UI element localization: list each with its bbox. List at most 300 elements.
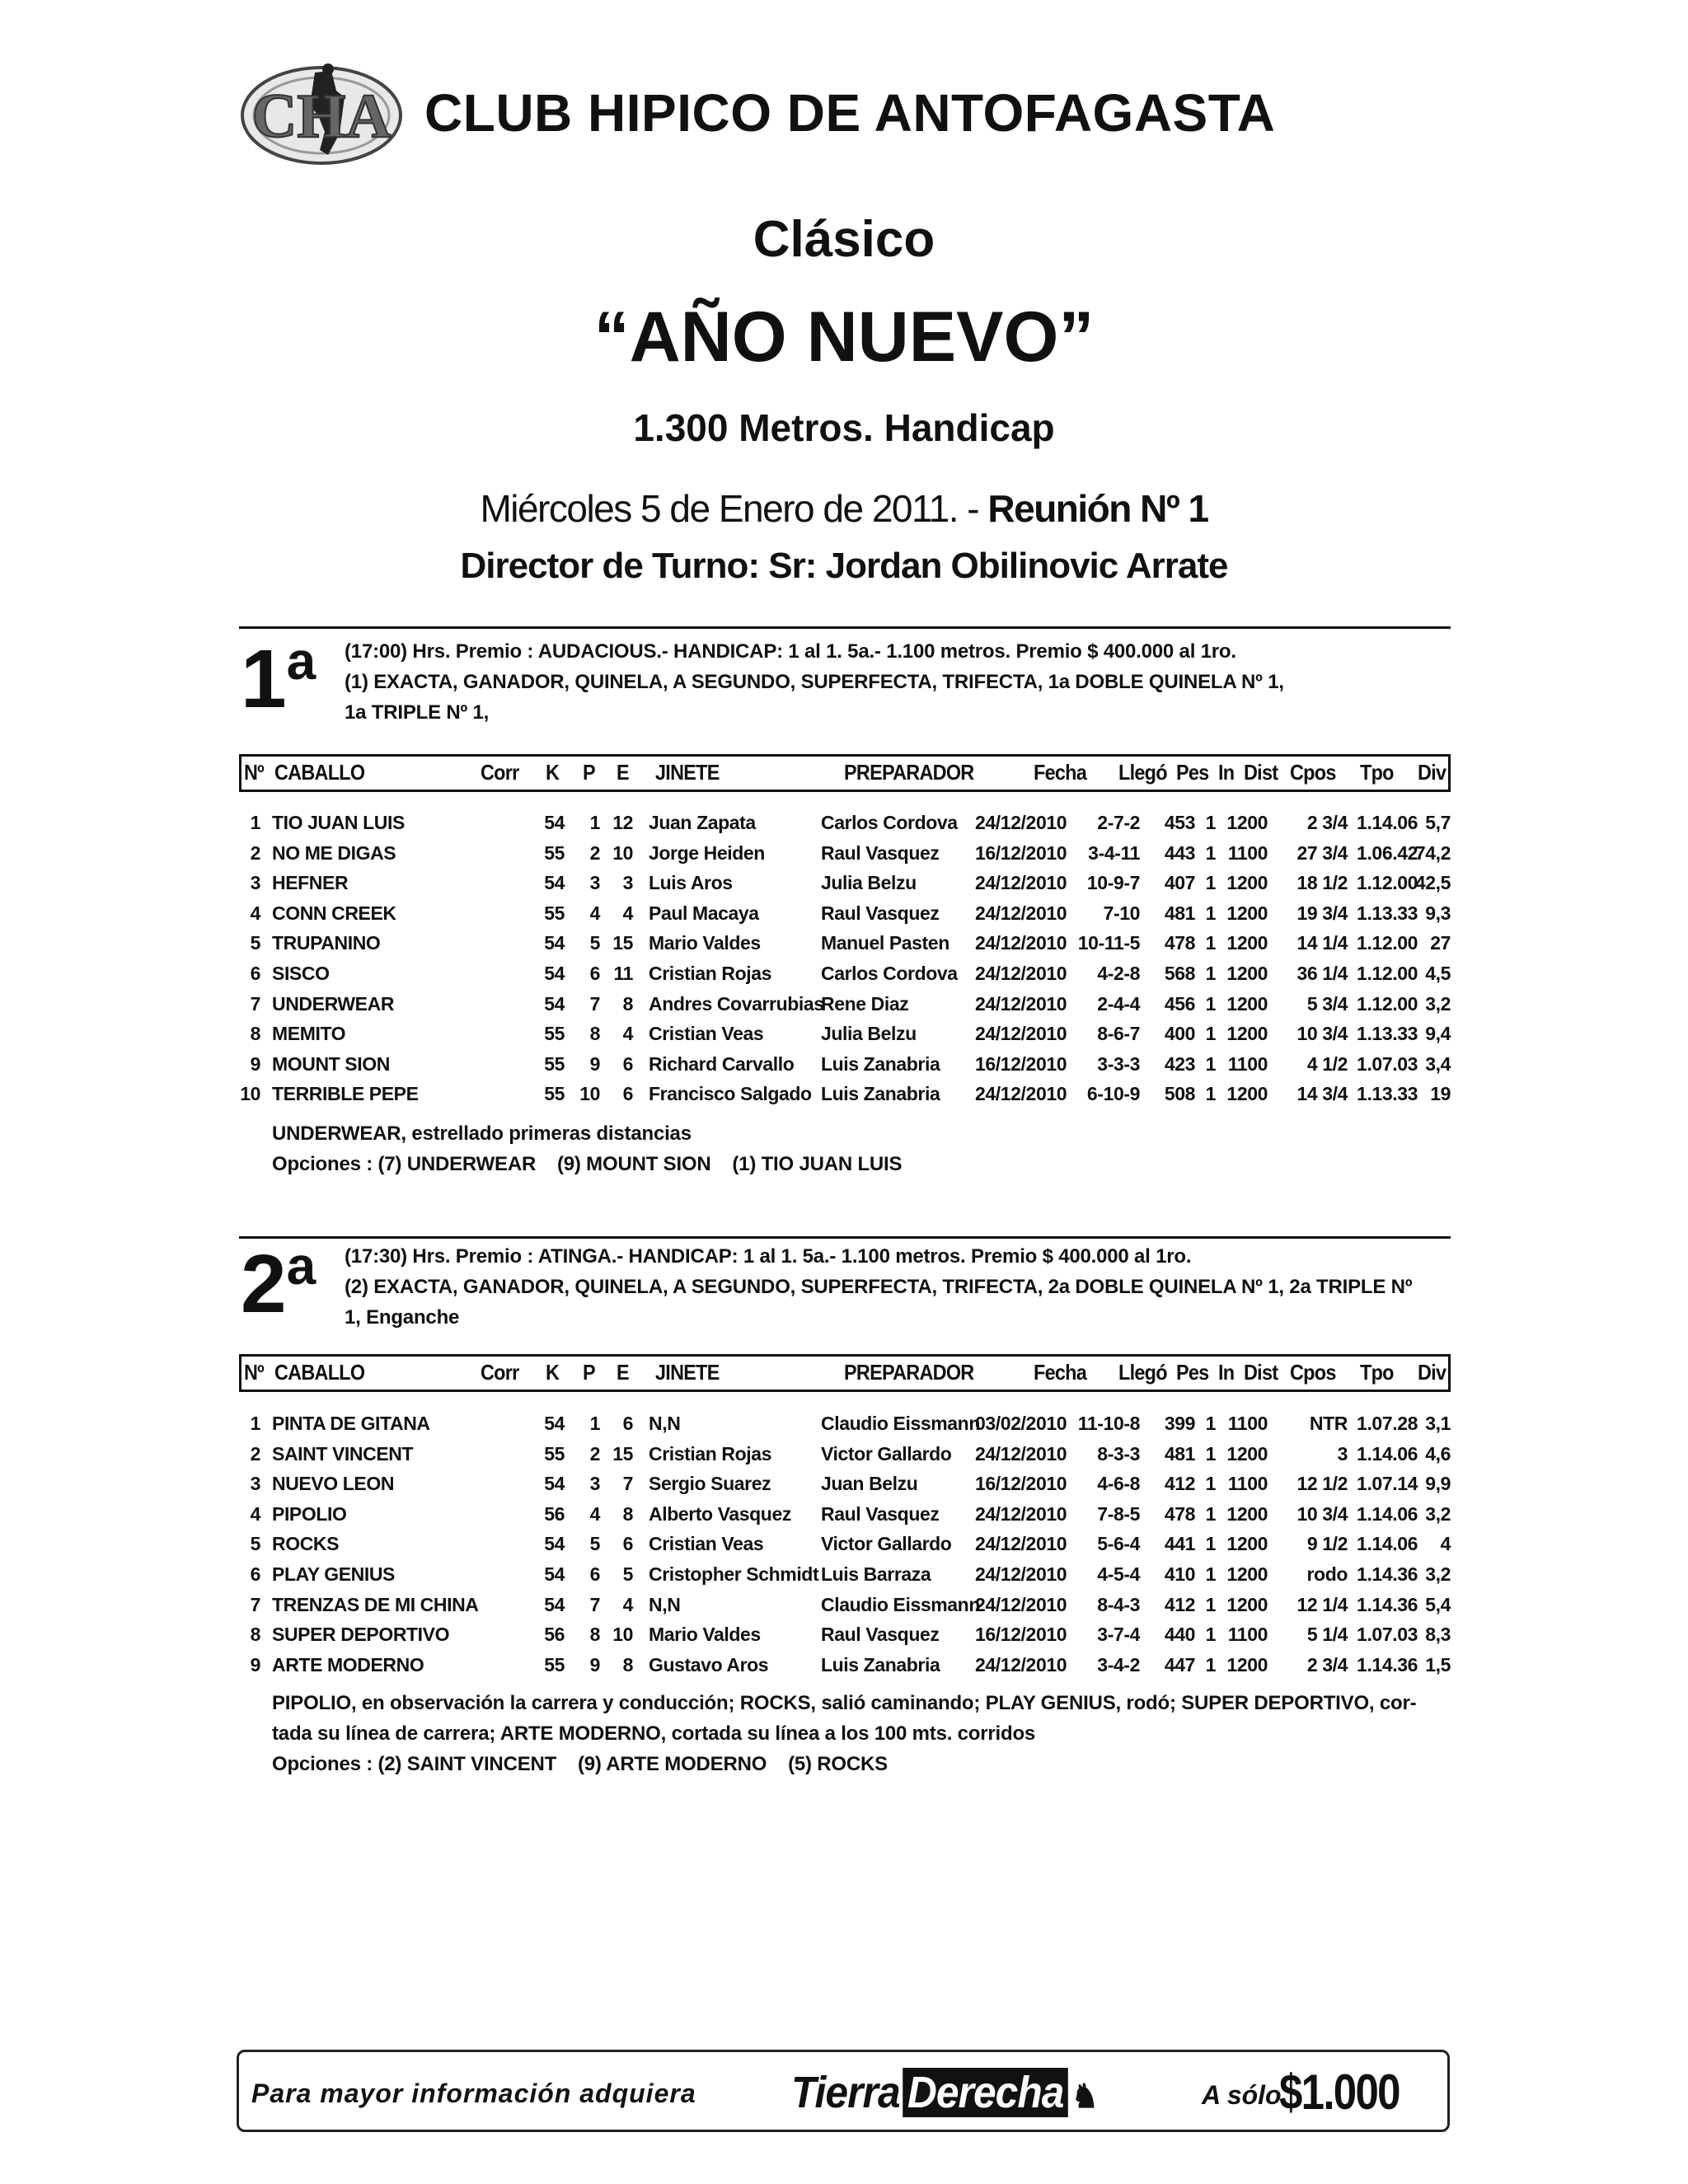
cell-lengths: 10 3/4 <box>1296 1502 1348 1525</box>
cell-placings: 4-2-8 <box>1097 963 1140 984</box>
cell-time: 1.12.00 <box>1357 872 1418 894</box>
cell-dividend: 4,5 <box>1425 963 1451 984</box>
cell-jockey: Mario Valdes <box>649 932 761 954</box>
cell-time: 1.13.33 <box>1357 1023 1418 1045</box>
table-row <box>0 1533 1688 1563</box>
race-name-title: “AÑO NUEVO” <box>593 298 1095 377</box>
cell-jockey: Juan Zapata <box>649 812 756 833</box>
column-header: K <box>546 760 560 785</box>
column-header: Nº <box>244 1360 265 1385</box>
cell-body-weight: 481 <box>1164 902 1195 924</box>
cell-placings: 10-9-7 <box>1086 872 1140 894</box>
cell-placings: 8-6-7 <box>1097 1023 1140 1045</box>
cell-time: 1.12.00 <box>1357 932 1418 954</box>
cell-num: 6 <box>250 1563 260 1585</box>
race-2-number: 2$^a$ <box>241 1236 316 1330</box>
cell-jockey: N,N <box>649 1593 681 1615</box>
cell-jockey: Luis Aros <box>649 872 733 894</box>
cell-placings: 8-3-3 <box>1097 1442 1140 1465</box>
cell-weight: 55 <box>544 902 565 924</box>
cell-post: 6 <box>589 963 600 984</box>
cell-post: 7 <box>589 992 600 1015</box>
column-header: Div <box>1418 1360 1447 1385</box>
cell-dividend: 74,2 <box>1414 841 1451 864</box>
cell-horse: TRENZAS DE MI CHINA <box>272 1593 479 1615</box>
cell-in: 1 <box>1205 932 1216 954</box>
cell-num: 3 <box>250 1473 260 1495</box>
cell-lengths: 14 1/4 <box>1296 932 1348 954</box>
cell-time: 1.12.00 <box>1357 963 1418 984</box>
cell-post: 7 <box>589 1593 600 1615</box>
cell-time: 1.13.33 <box>1357 902 1418 924</box>
column-header: In <box>1218 1360 1235 1385</box>
cell-post: 9 <box>589 1653 600 1675</box>
cell-time: 1.06.42 <box>1357 841 1418 864</box>
race-1-info-line: (17:00) Hrs. Premio : AUDACIOUS.- HANDICAP: 1 al 1. 5a.- 1.100 metros. Premio $ 400.000 al 1ro. <box>345 640 1236 663</box>
cell-placings: 6-10-9 <box>1086 1083 1140 1105</box>
race-1-info-line: 1a TRIPLE Nº 1, <box>345 701 490 724</box>
cell-lengths: 12 1/2 <box>1296 1473 1348 1495</box>
cell-post: 6 <box>589 1563 600 1585</box>
cell-horse: MOUNT SION <box>272 1052 390 1075</box>
column-header: Dist <box>1244 1360 1278 1385</box>
cell-horse: CONN CREEK <box>272 902 396 924</box>
cell-lengths: 36 1/4 <box>1296 963 1348 984</box>
column-header: P <box>583 1360 595 1385</box>
cell-trainer: Luis Zanabria <box>821 1083 940 1105</box>
cell-distance: 1100 <box>1227 1413 1268 1434</box>
cell-weight: 54 <box>544 812 565 833</box>
cell-date: 24/12/2010 <box>975 1442 1067 1465</box>
cell-num: 4 <box>250 902 260 924</box>
cell-e: 3 <box>622 872 633 894</box>
cell-in: 1 <box>1205 1563 1216 1585</box>
race-2-info <box>345 1241 1449 1333</box>
column-header: Nº <box>244 760 265 785</box>
cell-placings: 7-8-5 <box>1097 1502 1140 1525</box>
cell-post: 8 <box>589 1624 600 1646</box>
cell-placings: 2-7-2 <box>1097 812 1140 833</box>
cell-post: 9 <box>589 1052 600 1075</box>
footer-price-prefix: A sólo <box>1202 2080 1282 2110</box>
cell-post: 3 <box>589 872 600 894</box>
cell-horse: MEMITO <box>272 1023 346 1045</box>
cell-time: 1.07.03 <box>1357 1052 1418 1075</box>
cell-jockey: Cristian Veas <box>649 1533 764 1555</box>
date-text: Miércoles 5 de Enero de 2011. - <box>480 487 979 530</box>
column-header: E <box>617 760 629 785</box>
column-header: PREPARADOR <box>844 1360 974 1385</box>
cell-dividend: 4,6 <box>1425 1442 1451 1465</box>
cell-horse: HEFNER <box>272 872 349 894</box>
column-header: PREPARADOR <box>844 760 974 785</box>
cell-time: 1.14.06 <box>1357 1502 1418 1525</box>
column-header: K <box>546 1360 560 1385</box>
cell-distance: 1200 <box>1226 902 1268 924</box>
column-header: Fecha <box>1034 1360 1087 1385</box>
cell-post: 3 <box>589 1473 600 1495</box>
cell-weight: 54 <box>544 1533 565 1555</box>
cell-in: 1 <box>1205 1653 1216 1675</box>
column-header: Pes <box>1176 1360 1209 1385</box>
race-1-notes <box>272 1118 902 1179</box>
cell-body-weight: 412 <box>1164 1593 1195 1615</box>
cell-e: 11 <box>613 963 633 984</box>
cell-e: 6 <box>622 1413 633 1434</box>
cell-lengths: 27 3/4 <box>1296 841 1348 864</box>
cell-weight: 55 <box>544 1653 565 1675</box>
cell-time: 1.07.14 <box>1357 1473 1418 1495</box>
cell-time: 1.14.36 <box>1357 1593 1418 1615</box>
cell-distance: 1200 <box>1226 1653 1268 1675</box>
cell-body-weight: 443 <box>1164 841 1195 864</box>
cell-date: 24/12/2010 <box>975 902 1067 924</box>
cell-date: 24/12/2010 <box>975 1502 1067 1525</box>
cell-in: 1 <box>1205 1593 1216 1615</box>
column-header: Fecha <box>1034 760 1087 785</box>
date-line <box>0 486 1688 531</box>
cell-jockey: Cristian Rojas <box>649 963 772 984</box>
table-row <box>0 842 1688 873</box>
cell-e: 10 <box>612 1624 633 1646</box>
cell-date: 03/02/2010 <box>975 1413 1067 1434</box>
table-row <box>0 1503 1688 1534</box>
cell-num: 7 <box>250 1593 260 1615</box>
cell-trainer: Manuel Pasten <box>821 932 950 954</box>
cell-weight: 56 <box>544 1624 565 1646</box>
cell-e: 6 <box>622 1083 633 1105</box>
cell-e: 10 <box>612 841 633 864</box>
cell-in: 1 <box>1205 1624 1216 1646</box>
cell-time: 1.14.06 <box>1357 1442 1418 1465</box>
cell-weight: 55 <box>544 1083 565 1105</box>
club-logo <box>239 58 404 169</box>
cell-lengths: 12 1/4 <box>1296 1593 1348 1615</box>
cell-body-weight: 508 <box>1164 1083 1195 1105</box>
cell-date: 24/12/2010 <box>975 1653 1067 1675</box>
cell-e: 5 <box>622 1563 633 1585</box>
cell-time: 1.07.28 <box>1357 1413 1418 1434</box>
cell-weight: 54 <box>544 1413 565 1434</box>
cell-jockey: Cristian Rojas <box>649 1442 772 1465</box>
table-row <box>0 812 1688 842</box>
cell-e: 6 <box>622 1533 633 1555</box>
cell-num: 5 <box>250 1533 260 1555</box>
cell-placings: 3-7-4 <box>1097 1624 1140 1646</box>
cell-jockey: Gustavo Aros <box>649 1653 769 1675</box>
cell-trainer: Rene Diaz <box>821 992 909 1015</box>
cell-trainer: Luis Zanabria <box>821 1052 940 1075</box>
cell-trainer: Julia Belzu <box>821 872 917 894</box>
cell-e: 8 <box>622 992 633 1015</box>
cell-placings: 11-10-8 <box>1077 1413 1140 1434</box>
cell-post: 10 <box>579 1083 600 1105</box>
cell-dividend: 9,4 <box>1425 1023 1451 1045</box>
cell-trainer: Raul Vasquez <box>821 902 940 924</box>
cell-num: 8 <box>250 1624 260 1646</box>
cell-lengths: 4 1/2 <box>1306 1052 1348 1075</box>
cell-trainer: Victor Gallardo <box>821 1533 952 1555</box>
cell-distance: 1100 <box>1227 1052 1268 1075</box>
cell-post: 2 <box>589 1442 600 1465</box>
cell-distance: 1100 <box>1227 1473 1268 1495</box>
race-2-info-line: 1, Enganche <box>345 1306 460 1329</box>
race-1-number: 1$^a$ <box>241 631 316 725</box>
cell-weight: 56 <box>544 1502 565 1525</box>
cell-dividend: 42,5 <box>1414 872 1451 894</box>
cell-horse: PLAY GENIUS <box>272 1563 395 1585</box>
cell-jockey: Alberto Vasquez <box>649 1502 791 1525</box>
cell-horse: ROCKS <box>272 1533 340 1555</box>
cell-num: 4 <box>250 1502 260 1525</box>
cell-body-weight: 447 <box>1164 1653 1195 1675</box>
cell-num: 1 <box>250 1413 260 1434</box>
column-header: Llegó <box>1118 1360 1167 1385</box>
cell-time: 1.12.00 <box>1357 992 1418 1015</box>
column-header: Llegó <box>1118 760 1167 785</box>
cell-lengths: 19 3/4 <box>1296 902 1348 924</box>
cell-dividend: 19 <box>1430 1083 1451 1105</box>
cell-in: 1 <box>1205 963 1216 984</box>
cell-in: 1 <box>1205 872 1216 894</box>
cell-horse: PIPOLIO <box>272 1502 347 1525</box>
cell-trainer: Claudio Eissmann <box>821 1413 980 1434</box>
cell-num: 7 <box>250 992 260 1015</box>
cell-in: 1 <box>1205 841 1216 864</box>
race-1-info-line: (1) EXACTA, GANADOR, QUINELA, A SEGUNDO, SUPERFECTA, TRIFECTA, 1a DOBLE QUINELA Nº 1, <box>345 671 1284 693</box>
cell-jockey: Cristian Veas <box>649 1023 764 1045</box>
cell-distance: 1200 <box>1226 1502 1268 1525</box>
column-header: Div <box>1418 760 1447 785</box>
cell-in: 1 <box>1205 902 1216 924</box>
cell-num: 9 <box>250 1653 260 1675</box>
table-row <box>0 1654 1688 1685</box>
cell-body-weight: 568 <box>1164 963 1195 984</box>
cell-time: 1.14.06 <box>1357 1533 1418 1555</box>
meeting-number: Reunión Nº 1 <box>987 487 1208 530</box>
club-name: CLUB HIPICO DE ANTOFAGASTA <box>424 83 1276 143</box>
cell-trainer: Juan Belzu <box>821 1473 918 1495</box>
cell-in: 1 <box>1205 1413 1216 1434</box>
cell-e: 6 <box>622 1052 633 1075</box>
cell-jockey: Richard Carvallo <box>649 1052 795 1075</box>
cell-date: 24/12/2010 <box>975 1593 1067 1615</box>
cell-weight: 54 <box>544 872 565 894</box>
cell-distance: 1200 <box>1226 963 1268 984</box>
cell-distance: 1200 <box>1226 872 1268 894</box>
cell-horse: UNDERWEAR <box>272 992 395 1015</box>
cell-post: 1 <box>589 1413 600 1434</box>
cell-jockey: Cristopher Schmidt <box>649 1563 819 1585</box>
table-row <box>0 963 1688 993</box>
cell-dividend: 3,1 <box>1425 1413 1451 1434</box>
race-2-info-line: (2) EXACTA, GANADOR, QUINELA, A SEGUNDO, SUPERFECTA, TRIFECTA, 2a DOBLE QUINELA Nº 1, 2a TRIPLE Nº <box>345 1276 1413 1298</box>
column-header: Tpo <box>1360 760 1394 785</box>
cell-time: 1.13.33 <box>1357 1083 1418 1105</box>
cell-e: 4 <box>622 902 633 924</box>
footer-brand <box>791 2067 1098 2118</box>
brand-part-2: Derecha <box>903 2068 1068 2117</box>
cell-in: 1 <box>1205 812 1216 833</box>
cell-post: 4 <box>589 902 600 924</box>
cell-date: 16/12/2010 <box>975 841 1067 864</box>
cell-e: 4 <box>622 1593 633 1615</box>
cell-distance: 1200 <box>1226 1083 1268 1105</box>
cell-jockey: Jorge Heiden <box>649 841 765 864</box>
cell-dividend: 3,4 <box>1425 1052 1451 1075</box>
cell-post: 2 <box>589 841 600 864</box>
cell-horse: SAINT VINCENT <box>272 1442 414 1465</box>
cell-num: 9 <box>250 1052 260 1075</box>
cell-jockey: Andres Covarrubias <box>649 992 824 1015</box>
column-header: JINETE <box>655 760 720 785</box>
cell-horse: TIO JUAN LUIS <box>272 812 405 833</box>
cell-placings: 7-10 <box>1103 902 1140 924</box>
cell-trainer: Raul Vasquez <box>821 1624 940 1646</box>
table-row <box>0 1413 1688 1443</box>
table-row <box>0 1023 1688 1053</box>
cell-date: 24/12/2010 <box>975 1083 1067 1105</box>
cell-lengths: 5 3/4 <box>1306 992 1348 1015</box>
cell-post: 4 <box>589 1502 600 1525</box>
cell-e: 8 <box>622 1653 633 1675</box>
cell-post: 5 <box>589 1533 600 1555</box>
cell-in: 1 <box>1205 1083 1216 1105</box>
cell-jockey: Paul Macaya <box>649 902 759 924</box>
table-row <box>0 902 1688 933</box>
cell-body-weight: 410 <box>1164 1563 1195 1585</box>
column-header: CABALLO <box>274 1360 365 1385</box>
cell-date: 24/12/2010 <box>975 992 1067 1015</box>
cell-time: 1.14.36 <box>1357 1653 1418 1675</box>
cell-lengths: 18 1/2 <box>1296 872 1348 894</box>
cell-body-weight: 481 <box>1164 1442 1195 1465</box>
race-2-divider <box>239 1236 1451 1239</box>
cell-time: 1.14.36 <box>1357 1563 1418 1585</box>
cell-weight: 55 <box>544 1023 565 1045</box>
cell-dividend: 9,9 <box>1425 1473 1451 1495</box>
footer-info-text: Para mayor información adquiera <box>251 2079 696 2108</box>
cell-in: 1 <box>1205 1023 1216 1045</box>
cell-trainer: Claudio Eissmann <box>821 1593 980 1615</box>
cell-jockey: Mario Valdes <box>649 1624 761 1646</box>
column-header: Cpos <box>1290 760 1336 785</box>
race-1-options: Opciones : (7) UNDERWEAR (9) MOUNT SION (1) TIO JUAN LUIS <box>272 1153 903 1175</box>
cell-distance: 1200 <box>1226 1442 1268 1465</box>
cell-date: 24/12/2010 <box>975 1023 1067 1045</box>
column-header: CABALLO <box>274 760 365 785</box>
cell-body-weight: 440 <box>1164 1624 1195 1646</box>
cell-distance: 1100 <box>1227 1624 1268 1646</box>
race-2-info-line: (17:30) Hrs. Premio : ATINGA.- HANDICAP: 1 al 1. 5a.- 1.100 metros. Premio $ 400.000 al 1ro. <box>345 1245 1192 1268</box>
cell-body-weight: 478 <box>1164 932 1195 954</box>
footer-price: $1.000 <box>1279 2064 1400 2120</box>
cell-jockey: Francisco Salgado <box>649 1083 812 1105</box>
race-2-options: Opciones : (2) SAINT VINCENT (9) ARTE MODERNO (5) ROCKS <box>272 1753 888 1775</box>
cell-num: 3 <box>250 872 260 894</box>
cell-body-weight: 400 <box>1164 1023 1195 1045</box>
column-header: In <box>1218 760 1235 785</box>
cell-e: 7 <box>622 1473 633 1495</box>
cell-body-weight: 423 <box>1164 1052 1195 1075</box>
race-1-note-line: UNDERWEAR, estrellado primeras distancias <box>272 1122 692 1145</box>
table-row <box>0 932 1688 963</box>
cell-in: 1 <box>1205 1442 1216 1465</box>
cell-horse: TERRIBLE PEPE <box>272 1083 419 1105</box>
cell-num: 2 <box>250 841 260 864</box>
cell-num: 5 <box>250 932 260 954</box>
cell-post: 8 <box>589 1023 600 1045</box>
cell-e: 8 <box>622 1502 633 1525</box>
footer-banner <box>237 2050 1450 2132</box>
race-2-note-line: tada su línea de carrera; ARTE MODERNO, cortada su línea a los 100 mts. corridos <box>272 1722 1036 1745</box>
cell-date: 16/12/2010 <box>975 1624 1067 1646</box>
cell-horse: SUPER DEPORTIVO <box>272 1624 450 1646</box>
cell-horse: NUEVO LEON <box>272 1473 395 1495</box>
cell-placings: 4-5-4 <box>1097 1563 1140 1585</box>
cell-jockey: Sergio Suarez <box>649 1473 771 1495</box>
cell-e: 15 <box>612 1442 633 1465</box>
column-header: Dist <box>1244 760 1278 785</box>
cell-time: 1.14.06 <box>1357 812 1418 833</box>
cell-weight: 54 <box>544 1563 565 1585</box>
cell-lengths: 3 <box>1337 1442 1348 1465</box>
column-header: Corr <box>481 760 519 785</box>
cell-horse: PINTA DE GITANA <box>272 1413 430 1434</box>
cell-e: 12 <box>612 812 633 833</box>
cell-dividend: 3,2 <box>1425 992 1451 1015</box>
cell-in: 1 <box>1205 992 1216 1015</box>
cell-date: 24/12/2010 <box>975 872 1067 894</box>
cell-placings: 4-6-8 <box>1097 1473 1140 1495</box>
cell-distance: 1200 <box>1226 1563 1268 1585</box>
cell-date: 24/12/2010 <box>975 812 1067 833</box>
brand-part-1: Tierra <box>791 2068 900 2117</box>
cell-weight: 54 <box>544 992 565 1015</box>
cell-weight: 54 <box>544 932 565 954</box>
horse-head-icon: ♞ <box>1071 2079 1098 2115</box>
cell-placings: 5-6-4 <box>1097 1533 1140 1555</box>
cell-placings: 8-4-3 <box>1097 1593 1140 1615</box>
cell-trainer: Raul Vasquez <box>821 841 940 864</box>
cell-dividend: 4 <box>1440 1533 1451 1555</box>
director-line: Director de Turno: Sr: Jordan Obilinovic Arrate <box>460 546 1228 586</box>
cell-num: 1 <box>250 812 260 833</box>
cell-dividend: 27 <box>1430 932 1451 954</box>
table-row <box>0 872 1688 902</box>
column-header: Cpos <box>1290 1360 1336 1385</box>
cell-e: 15 <box>612 932 633 954</box>
cell-num: 6 <box>250 963 260 984</box>
cell-distance: 1200 <box>1226 1593 1268 1615</box>
cell-date: 16/12/2010 <box>975 1052 1067 1075</box>
cell-distance: 1200 <box>1226 992 1268 1015</box>
cell-jockey: N,N <box>649 1413 681 1434</box>
table-row <box>0 1053 1688 1084</box>
cell-horse: TRUPANINO <box>272 932 381 954</box>
cell-weight: 55 <box>544 1442 565 1465</box>
cell-lengths: rodo <box>1306 1563 1348 1585</box>
cell-body-weight: 478 <box>1164 1502 1195 1525</box>
race-1-header-labels <box>0 754 1688 792</box>
cell-placings: 3-4-2 <box>1097 1653 1140 1675</box>
race-1-divider <box>239 626 1451 629</box>
cell-horse: SISCO <box>272 963 330 984</box>
cell-weight: 55 <box>544 841 565 864</box>
clasico-label: Clásico <box>753 211 935 268</box>
column-header: P <box>583 760 595 785</box>
column-header: E <box>617 1360 629 1385</box>
